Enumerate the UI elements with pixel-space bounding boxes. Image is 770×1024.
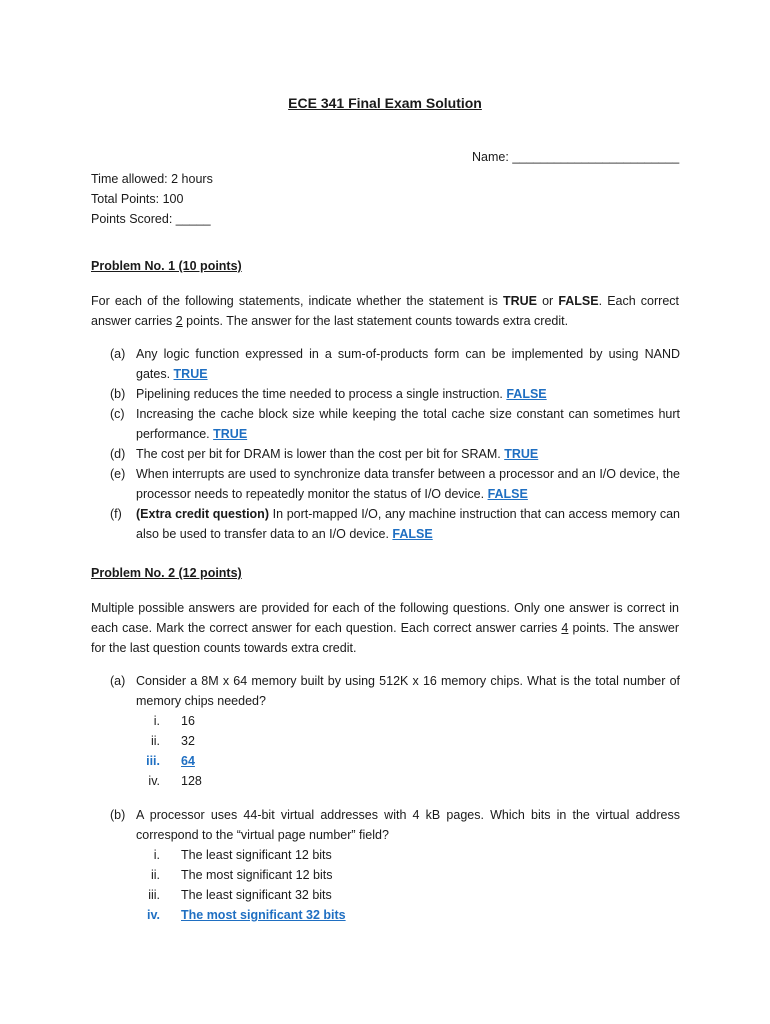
option-number: i. [153,848,160,862]
answer-true: TRUE [213,427,248,441]
or-word: or [536,294,559,308]
points-number: 4 [561,621,569,635]
question-text: A processor uses 44-bit virtual addresses with 4 kB pages. Which bits in the virtual address correspond to the “virtual page number” field? [136,808,680,842]
option-text: The least significant 32 bits [181,888,332,902]
list-item [110,671,680,791]
problem-1-list [110,344,680,544]
option-number: iii. [146,754,160,768]
list-item [110,344,680,384]
time-allowed: Time allowed: 2 hours [91,172,213,186]
option-text: The least significant 12 bits [181,848,332,862]
intro-text: . Each correct answer carries [91,294,679,328]
option-item [136,711,680,731]
item-text: Pipelining reduces the time needed to process a single instruction. [136,387,507,401]
item-text: In port-mapped I/O, any machine instruction that can access memory can also be used to transfer data to an I/O device. [136,507,681,541]
list-item [110,805,680,925]
list-item [110,404,680,444]
item-label: (b) [110,387,126,401]
intro-text: points. The answer for the last question counts towards extra credit. [91,621,680,655]
true-word: TRUE [502,294,537,308]
item-label: (d) [110,447,126,461]
options-list [136,711,680,791]
answer-true: TRUE [504,447,539,461]
item-label: (b) [110,808,126,822]
item-text: When interrupts are used to synchronize data transfer between a processor and an I/O device, the processor needs to repeatedly monitor the status of I/O device. [136,467,680,501]
problem-1-heading: Problem No. 1 (10 points) [91,259,242,273]
options-list [136,845,680,925]
question-a [110,671,680,791]
name-blank: ________________________ [512,150,680,164]
answer-false: FALSE [487,487,528,501]
correct-option [136,751,680,771]
option-text: 16 [181,714,195,728]
problem-2-heading: Problem No. 2 (12 points) [91,566,242,580]
list-item [110,504,680,544]
item-label: (a) [110,674,126,688]
option-number: iv. [148,774,160,788]
option-text: The most significant 12 bits [181,868,333,882]
question-text: Consider a 8M x 64 memory built by using 512K x 16 memory chips. What is the total number of memory chips needed? [136,674,680,708]
option-text: 64 [181,754,195,768]
answer-false: FALSE [506,387,547,401]
option-item [136,771,680,791]
option-number: iii. [148,888,160,902]
total-points: Total Points: 100 [91,192,184,206]
option-text: The most significant 32 bits [181,908,346,922]
list-item [110,464,680,504]
option-item [136,845,680,865]
intro-text: points. The answer for the last statement counts towards extra credit. [182,314,569,328]
exam-meta [91,169,213,229]
item-label: (e) [110,467,126,481]
option-number: ii. [150,734,160,748]
item-text: Any logic function expressed in a sum-of-products form can be implemented by using NAND gates. [136,347,680,381]
list-item [110,444,680,464]
points-number: 2 [175,314,183,328]
problem-1-intro [91,291,679,331]
problem-2-intro [91,598,679,658]
item-label: (a) [110,347,126,361]
name-field [472,150,679,164]
item-text: The cost per bit for DRAM is lower than the cost per bit for SRAM. [136,447,505,461]
name-label: Name: [472,150,509,164]
false-word: FALSE [558,294,599,308]
option-text: 32 [181,734,195,748]
extra-credit-tag: (Extra credit question) [136,507,269,521]
intro-text: For each of the following statements, indicate whether the statement is [91,294,503,308]
option-number: i. [153,714,160,728]
option-number: iv. [147,908,160,922]
page-title: ECE 341 Final Exam Solution [288,95,482,111]
question-b [110,805,680,925]
points-scored: Points Scored: _____ [91,212,211,226]
item-label: (f) [110,507,122,521]
option-item [136,885,680,905]
option-number: ii. [150,868,160,882]
option-item [136,731,680,751]
intro-text: Multiple possible answers are provided for each of the following questions. Only one answer is correct in each case. Mark the correct answer for each question. Each correct answer carries [91,601,679,635]
item-label: (c) [110,407,125,421]
correct-option [136,905,680,925]
answer-true: TRUE [173,367,208,381]
option-item [136,865,680,885]
list-item [110,384,680,404]
item-text: Increasing the cache block size while keeping the total cache size constant can sometimes hurt performance. [136,407,680,441]
option-text: 128 [181,774,202,788]
answer-false: FALSE [392,527,433,541]
